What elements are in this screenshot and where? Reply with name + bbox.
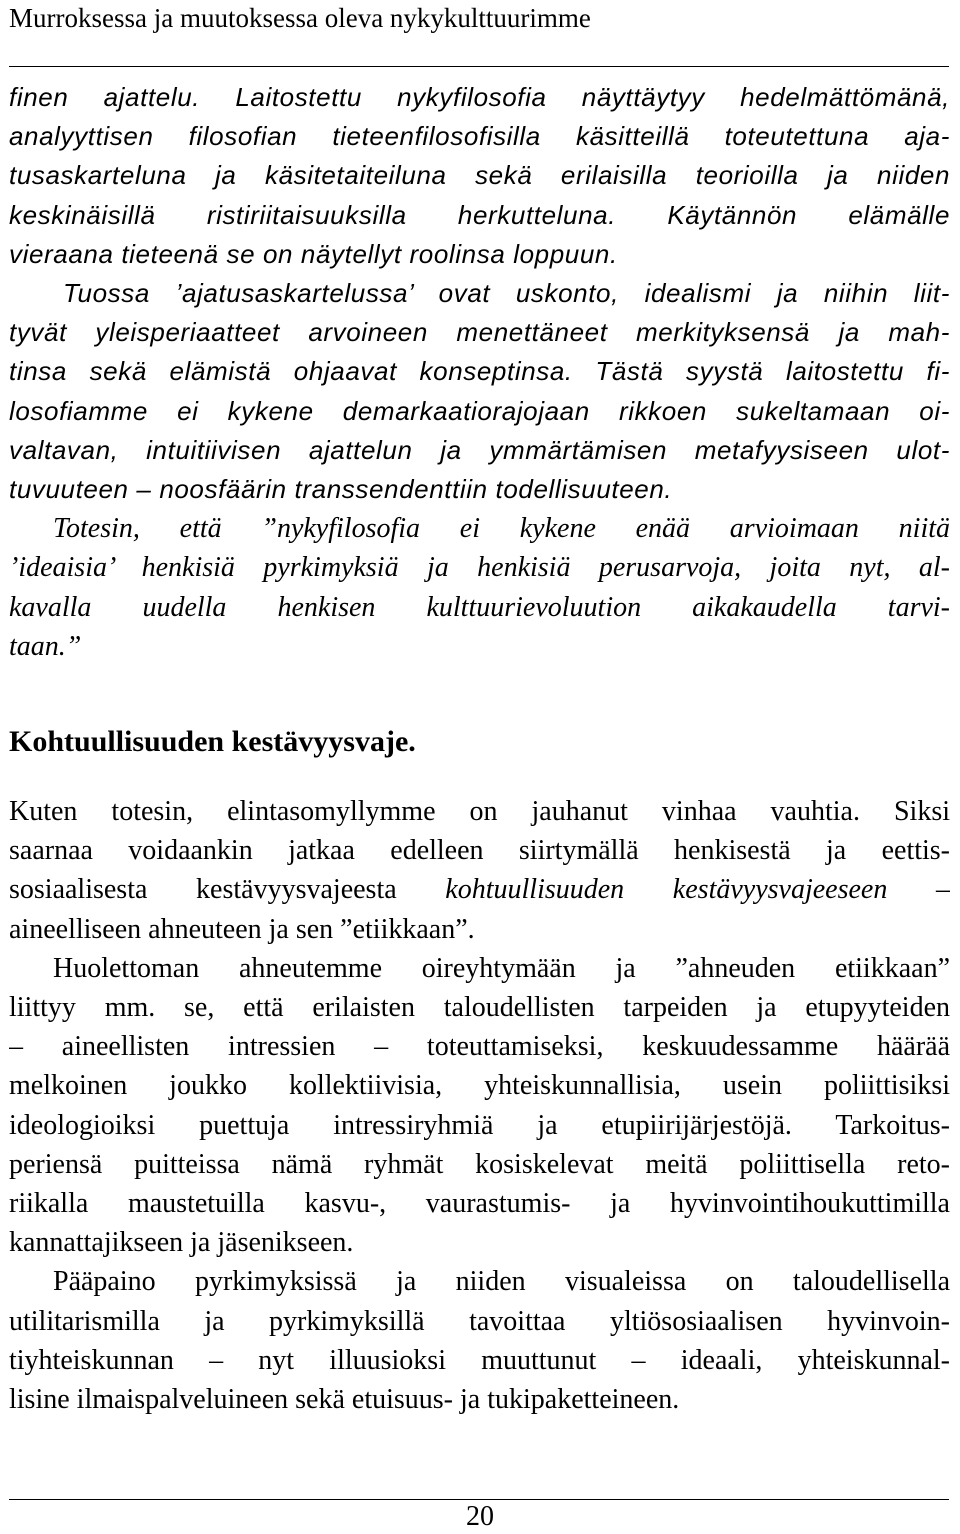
text-line: losofiamme ei kykene demarkaatiorajojaan rikkoen sukeltamaan oi- — [9, 395, 950, 426]
text-line: tyvät yleisperiaatteet arvoineen menettäneet merkityksensä ja mah- — [9, 317, 950, 348]
text-line: ideologioiksi puettuja intressiryhmiä ja etupiirijärjestöjä. Tarkoitus- — [9, 1109, 950, 1141]
paragraph-1 — [9, 78, 950, 274]
text-line: riikalla maustetuilla kasvu-, vaurastumis- ja hyvinvointihoukuttimilla — [9, 1188, 950, 1220]
text-line: kannattajikseen ja jäsenikseen. — [9, 1227, 354, 1259]
text-line: tiyhteiskunnan – nyt illuusioksi muuttunut – ideaali, yhteiskunnal- — [9, 1344, 950, 1376]
text-run: sosiaalisesta kestävyysvajeesta — [9, 874, 446, 906]
text-line: kavalla uudella henkisen kulttuurievoluution aikakaudella tarvi- — [9, 591, 950, 623]
text-line: vieraana tieteenä se on näytellyt roolinsa loppuun. — [9, 238, 618, 269]
text-line: liittyy mm. se, että erilaisten taloudellisten tarpeiden ja etupyyteiden — [9, 992, 950, 1024]
paragraph-3-cont — [9, 548, 950, 666]
text-line: tusaskarteluna ja käsitetaiteiluna sekä erilaisilla teorioilla ja niiden — [9, 160, 950, 191]
text-line: taan.” — [9, 630, 82, 662]
paragraph-6 — [9, 1262, 950, 1301]
text-line: Pääpaino pyrkimyksissä ja niiden visualeissa on taloudellisella — [53, 1266, 950, 1298]
text-line: melkoinen joukko kollektiivisia, yhteiskunnallisia, usein poliittisiksi — [9, 1070, 950, 1102]
section-2 — [9, 792, 950, 1419]
text-run: – — [887, 874, 950, 906]
section-1 — [9, 78, 950, 666]
paragraph-2-cont — [9, 313, 950, 509]
paragraph-5 — [9, 949, 950, 988]
text-line: analyyttisen filosofian tieteenfilosofisilla käsitteillä toteutettuna aja- — [9, 121, 950, 152]
text-line: lisine ilmaispalveluineen sekä etuisuus- ja tukipaketteineen. — [9, 1384, 680, 1416]
text-line: periensä puitteissa nämä ryhmät kosiskelevat meitä poliittisella reto- — [9, 1148, 950, 1180]
text-line-mixed — [9, 870, 950, 909]
paragraph-2 — [9, 274, 950, 313]
paragraph-4 — [9, 792, 950, 949]
header-rule — [9, 66, 949, 67]
text-line: Totesin, että ”nykyfilosofia ei kykene enää arvioimaan niitä — [53, 513, 950, 545]
text-line: aineelliseen ahneuteen ja sen ”etiikkaan”. — [9, 913, 475, 945]
page-number: 20 — [466, 1501, 494, 1532]
text-line: Tuossa ’ajatusaskartelussa’ ovat uskonto, idealismi ja niihin liit- — [63, 278, 950, 309]
text-line: – aineellisten intressien – toteuttamiseksi, keskuudessamme häärää — [9, 1031, 950, 1063]
section-heading: Kohtuullisuuden kestävyysvaje. — [9, 725, 416, 758]
paragraph-3 — [9, 509, 950, 548]
text-line: Huolettoman ahneutemme oireyhtymään ja ”ahneuden etiikkaan” — [53, 952, 950, 984]
text-line: valtavan, intuitiivisen ajattelun ja ymmärtämisen metafyysiseen ulot- — [9, 434, 950, 465]
text-line: Kuten totesin, elintasomyllymme on jauhanut vinhaa vauhtia. Siksi — [9, 796, 950, 827]
text-line: finen ajattelu. Laitostettu nykyfilosofia näyttäytyy hedelmättömänä, — [9, 82, 950, 112]
paragraph-6-cont — [9, 1302, 950, 1420]
text-line: saarnaa voidaankin jatkaa edelleen siirtymällä henkisestä ja eettis- — [9, 835, 950, 867]
text-line: utilitarismilla ja pyrkimyksillä tavoittaa yltiösosiaalisen hyvinvoin- — [9, 1305, 950, 1337]
text-line: tuvuuteen – noosfäärin transsendenttiin todellisuuteen. — [9, 474, 673, 505]
paragraph-5-cont — [9, 988, 950, 1262]
text-line: tinsa sekä elämistä ohjaavat konseptinsa. Tästä syystä laitostettu fi- — [9, 356, 950, 387]
running-header: Murroksessa ja muutoksessa oleva nykykulttuurimme — [9, 3, 591, 33]
text-line: keskinäisillä ristiriitaisuuksilla herkutteluna. Käytännön elämälle — [9, 199, 950, 230]
emphasis-text: kohtuullisuuden kestävyysvajeeseen — [445, 874, 888, 906]
text-line: ’ideaisia’ henkisiä pyrkimyksiä ja henkisiä perusarvoja, joita nyt, al- — [9, 552, 950, 584]
